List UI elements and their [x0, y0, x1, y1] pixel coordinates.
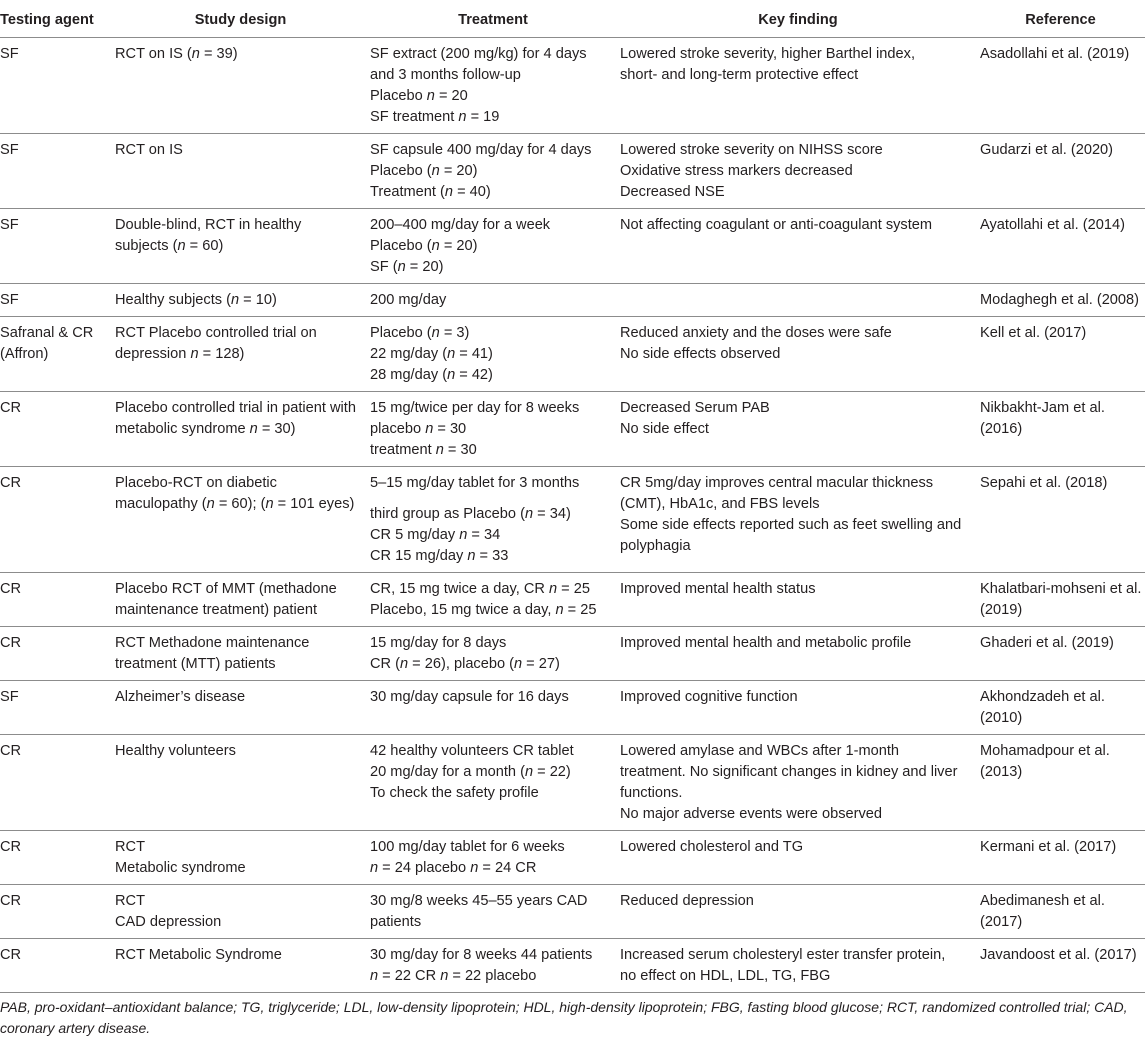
treatment-cell: [370, 735, 620, 831]
reference-cell: [980, 392, 1145, 467]
cell-line: Ayatollahi et al. (2014): [980, 217, 1125, 233]
table-row: [0, 284, 1145, 317]
study-design-cell: [115, 735, 370, 831]
testing-agent-cell: [0, 831, 115, 885]
cell-line: CR: [0, 839, 22, 855]
cell-line: 15 mg/day for 8 days: [370, 635, 507, 651]
cell-line: and 3 months follow-up: [370, 67, 521, 83]
cell-line: RCT Methadone maintenance: [115, 635, 310, 651]
reference-cell: [980, 317, 1145, 392]
cell-line: Sepahi et al. (2018): [980, 475, 1108, 491]
cell-line: Improved mental health and metabolic profile: [620, 635, 912, 651]
cell-line: CR, 15 mg twice a day, CR n = 25: [370, 581, 590, 597]
key-finding-cell: [620, 392, 980, 467]
treatment-cell: [370, 284, 620, 317]
cell-line: CR (n = 26), placebo (n = 27): [370, 656, 560, 672]
testing-agent-cell: [0, 627, 115, 681]
testing-agent-cell: [0, 467, 115, 573]
cell-line: Lowered cholesterol and TG: [620, 839, 804, 855]
cell-line: Mohamadpour et al.: [980, 743, 1110, 759]
cell-line: RCT on IS (n = 39): [115, 46, 238, 62]
cell-line: Alzheimer’s disease: [115, 689, 246, 705]
reference-cell: [980, 209, 1145, 284]
cell-line: 5–15 mg/day tablet for 3 months: [370, 475, 580, 491]
cell-line: Improved cognitive function: [620, 689, 798, 705]
study-design-cell: [115, 627, 370, 681]
cell-line: Oxidative stress markers decreased: [620, 163, 853, 179]
cell-line: Lowered stroke severity on NIHSS score: [620, 142, 883, 158]
cell-line: CR 5mg/day improves central macular thickness: [620, 475, 934, 491]
treatment-cell: [370, 831, 620, 885]
table-row: [0, 134, 1145, 209]
reference-cell: [980, 134, 1145, 209]
cell-line: Gudarzi et al. (2020): [980, 142, 1114, 158]
cell-line: no effect on HDL, LDL, TG, FBG: [620, 968, 831, 984]
table-row: [0, 573, 1145, 627]
study-design-cell: [115, 467, 370, 573]
col-header-key-finding: Key finding: [620, 0, 980, 38]
key-finding-cell: [620, 831, 980, 885]
reference-cell: [980, 831, 1145, 885]
reference-cell: [980, 573, 1145, 627]
cell-line: RCT Metabolic Syndrome: [115, 947, 282, 963]
reference-cell: [980, 467, 1145, 573]
key-finding-cell: [620, 467, 980, 573]
cell-line: placebo n = 30: [370, 421, 467, 437]
cell-line: RCT on IS: [115, 142, 183, 158]
cell-line: 22 mg/day (n = 41): [370, 346, 493, 362]
cell-line: Kell et al. (2017): [980, 325, 1087, 341]
testing-agent-cell: [0, 209, 115, 284]
cell-line: Placebo controlled trial in patient with: [115, 400, 356, 416]
cell-line: (2010): [980, 710, 1023, 726]
treatment-cell: [370, 317, 620, 392]
testing-agent-cell: [0, 317, 115, 392]
study-design-cell: [115, 681, 370, 735]
study-design-cell: [115, 209, 370, 284]
cell-line: Lowered stroke severity, higher Barthel index,: [620, 46, 915, 62]
cell-line: SF: [0, 142, 19, 158]
cell-line: Healthy volunteers: [115, 743, 236, 759]
key-finding-cell: [620, 134, 980, 209]
treatment-cell: [370, 939, 620, 993]
treatment-cell: [370, 134, 620, 209]
cell-line: Placebo n = 20: [370, 88, 468, 104]
cell-line: SF: [0, 46, 19, 62]
col-header-reference: Reference: [980, 0, 1145, 38]
cell-line: Improved mental health status: [620, 581, 816, 597]
study-design-cell: [115, 38, 370, 134]
cell-line: Akhondzadeh et al.: [980, 689, 1105, 705]
reference-cell: [980, 885, 1145, 939]
cell-line: 30 mg/8 weeks 45–55 years CAD: [370, 893, 588, 909]
cell-line: (2017): [980, 914, 1023, 930]
cell-line: 28 mg/day (n = 42): [370, 367, 493, 383]
cell-line: SF (n = 20): [370, 259, 444, 275]
cell-line: maintenance treatment) patient: [115, 602, 317, 618]
cell-line: CR: [0, 400, 22, 416]
testing-agent-cell: [0, 885, 115, 939]
cell-line: n = 22 CR n = 22 placebo: [370, 968, 537, 984]
cell-line: n = 24 placebo n = 24 CR: [370, 860, 537, 876]
cell-line: 42 healthy volunteers CR tablet: [370, 743, 574, 759]
cell-line: Double-blind, RCT in healthy: [115, 217, 302, 233]
testing-agent-cell: [0, 681, 115, 735]
cell-line: maculopathy (n = 60); (n = 101 eyes): [115, 496, 355, 512]
cell-line: SF: [0, 217, 19, 233]
cell-line: short- and long-term protective effect: [620, 67, 859, 83]
table-row: [0, 939, 1145, 993]
cell-line: Increased serum cholesteryl ester transfer protein,: [620, 947, 946, 963]
cell-line: treatment n = 30: [370, 442, 477, 458]
cell-line: Modaghegh et al. (2008): [980, 292, 1140, 308]
key-finding-cell: [620, 627, 980, 681]
treatment-cell: [370, 38, 620, 134]
reference-cell: [980, 38, 1145, 134]
cell-line: Khalatbari-mohseni et al.: [980, 581, 1142, 597]
table-body: [0, 38, 1145, 993]
cell-line: Abedimanesh et al.: [980, 893, 1105, 909]
cell-line: SF: [0, 689, 19, 705]
cell-line: To check the safety profile: [370, 785, 539, 801]
reference-cell: [980, 627, 1145, 681]
study-design-cell: [115, 831, 370, 885]
cell-line: 30 mg/day for 8 weeks 44 patients: [370, 947, 593, 963]
cell-line: CR: [0, 743, 22, 759]
table-row: [0, 735, 1145, 831]
cell-line: 20 mg/day for a month (n = 22): [370, 764, 571, 780]
cell-line: Not affecting coagulant or anti-coagulant system: [620, 217, 933, 233]
cell-line: 15 mg/twice per day for 8 weeks: [370, 400, 580, 416]
study-design-cell: [115, 134, 370, 209]
cell-line: RCT: [115, 839, 145, 855]
cell-line: treatment (MTT) patients: [115, 656, 276, 672]
cell-line: third group as Placebo (n = 34): [370, 506, 571, 522]
cell-line: Some side effects reported such as feet swelling and: [620, 517, 962, 533]
cell-line: patients: [370, 914, 422, 930]
cell-line: Placebo RCT of MMT (methadone: [115, 581, 337, 597]
study-design-cell: [115, 392, 370, 467]
cell-line: 200–400 mg/day for a week: [370, 217, 551, 233]
cell-line: Javandoost et al. (2017): [980, 947, 1137, 963]
key-finding-cell: [620, 209, 980, 284]
cell-line: 30 mg/day capsule for 16 days: [370, 689, 569, 705]
cell-line: Placebo-RCT on diabetic: [115, 475, 277, 491]
cell-line: Safranal & CR: [0, 325, 94, 341]
table-row: [0, 38, 1145, 134]
key-finding-cell: [620, 38, 980, 134]
study-design-cell: [115, 317, 370, 392]
study-design-cell: [115, 284, 370, 317]
treatment-cell: [370, 392, 620, 467]
table-row: [0, 392, 1145, 467]
table-row: [0, 467, 1145, 573]
key-finding-cell: [620, 317, 980, 392]
col-header-study-design: Study design: [115, 0, 370, 38]
cell-line: (2013): [980, 764, 1023, 780]
key-finding-cell: [620, 284, 980, 317]
cell-line: depression n = 128): [115, 346, 245, 362]
cell-line: Decreased Serum PAB: [620, 400, 770, 416]
cell-line: Lowered amylase and WBCs after 1-month: [620, 743, 900, 759]
cell-line: CAD depression: [115, 914, 222, 930]
table-row: [0, 209, 1145, 284]
table-row: [0, 681, 1145, 735]
cell-line: No major adverse events were observed: [620, 806, 883, 822]
study-design-cell: [115, 939, 370, 993]
cell-line: CR: [0, 947, 22, 963]
col-header-treatment: Treatment: [370, 0, 620, 38]
col-header-testing-agent: Testing agent: [0, 0, 115, 38]
cell-line: CR: [0, 475, 22, 491]
table-row: [0, 627, 1145, 681]
testing-agent-cell: [0, 38, 115, 134]
treatment-cell: [370, 467, 620, 573]
cell-line: RCT: [115, 893, 145, 909]
testing-agent-cell: [0, 134, 115, 209]
reference-cell: [980, 939, 1145, 993]
reference-cell: [980, 284, 1145, 317]
cell-line: (2016): [980, 421, 1023, 437]
cell-line: CR: [0, 635, 22, 651]
testing-agent-cell: [0, 573, 115, 627]
cell-line: Reduced anxiety and the doses were safe: [620, 325, 892, 341]
table-row: [0, 831, 1145, 885]
cell-line: CR 15 mg/day n = 33: [370, 548, 509, 564]
cell-line: SF capsule 400 mg/day for 4 days: [370, 142, 592, 158]
cell-line: polyphagia: [620, 538, 691, 554]
cell-line: Reduced depression: [620, 893, 754, 909]
testing-agent-cell: [0, 392, 115, 467]
cell-line: Placebo (n = 3): [370, 325, 470, 341]
table-row: [0, 317, 1145, 392]
cell-line: 100 mg/day tablet for 6 weeks: [370, 839, 565, 855]
testing-agent-cell: [0, 735, 115, 831]
cell-line: No side effect: [620, 421, 709, 437]
key-finding-cell: [620, 735, 980, 831]
cell-line: Kermani et al. (2017): [980, 839, 1117, 855]
cell-line: No side effects observed: [620, 346, 781, 362]
table-row: [0, 885, 1145, 939]
treatment-cell: [370, 885, 620, 939]
cell-line: Ghaderi et al. (2019): [980, 635, 1114, 651]
cell-line: 200 mg/day: [370, 292, 447, 308]
cell-line: subjects (n = 60): [115, 238, 224, 254]
study-design-cell: [115, 573, 370, 627]
treatment-cell: [370, 627, 620, 681]
cell-line: (Affron): [0, 346, 49, 362]
study-design-cell: [115, 885, 370, 939]
key-finding-cell: [620, 885, 980, 939]
header-row: [0, 0, 1145, 38]
treatment-cell: [370, 573, 620, 627]
cell-line: CR: [0, 893, 22, 909]
key-finding-cell: [620, 681, 980, 735]
cell-line: Placebo, 15 mg twice a day, n = 25: [370, 602, 597, 618]
reference-cell: [980, 681, 1145, 735]
cell-line: metabolic syndrome n = 30): [115, 421, 296, 437]
reference-cell: [980, 735, 1145, 831]
key-finding-cell: [620, 939, 980, 993]
treatment-cell: [370, 209, 620, 284]
cell-line: Treatment (n = 40): [370, 184, 491, 200]
cell-line: Decreased NSE: [620, 184, 725, 200]
testing-agent-cell: [0, 284, 115, 317]
table-footnote: PAB, pro-oxidant–antioxidant balance; TG, triglyceride; LDL, low-density lipoprotein; HDL, high-density lipoprotein; FBG, fasting blood glucose; RCT, randomized controlled trial; CAD, coronary artery disease.: [0, 999, 1128, 1036]
cell-line: (CMT), HbA1c, and FBS levels: [620, 496, 820, 512]
cell-line: SF treatment n = 19: [370, 109, 500, 125]
cell-line: functions.: [620, 785, 683, 801]
cell-line: Healthy subjects (n = 10): [115, 292, 277, 308]
cell-line: treatment. No significant changes in kidney and liver: [620, 764, 958, 780]
cell-line: RCT Placebo controlled trial on: [115, 325, 317, 341]
key-finding-cell: [620, 573, 980, 627]
testing-agent-cell: [0, 939, 115, 993]
cell-line: Placebo (n = 20): [370, 238, 478, 254]
cell-line: (2019): [980, 602, 1023, 618]
cell-line: Asadollahi et al. (2019): [980, 46, 1130, 62]
cell-line: CR 5 mg/day n = 34: [370, 527, 501, 543]
cell-line: CR: [0, 581, 22, 597]
cell-line: SF: [0, 292, 19, 308]
cell-line: Placebo (n = 20): [370, 163, 478, 179]
cell-line: Metabolic syndrome: [115, 860, 246, 876]
cell-line: SF extract (200 mg/kg) for 4 days: [370, 46, 587, 62]
cell-line: Nikbakht-Jam et al.: [980, 400, 1105, 416]
treatment-cell: [370, 681, 620, 735]
